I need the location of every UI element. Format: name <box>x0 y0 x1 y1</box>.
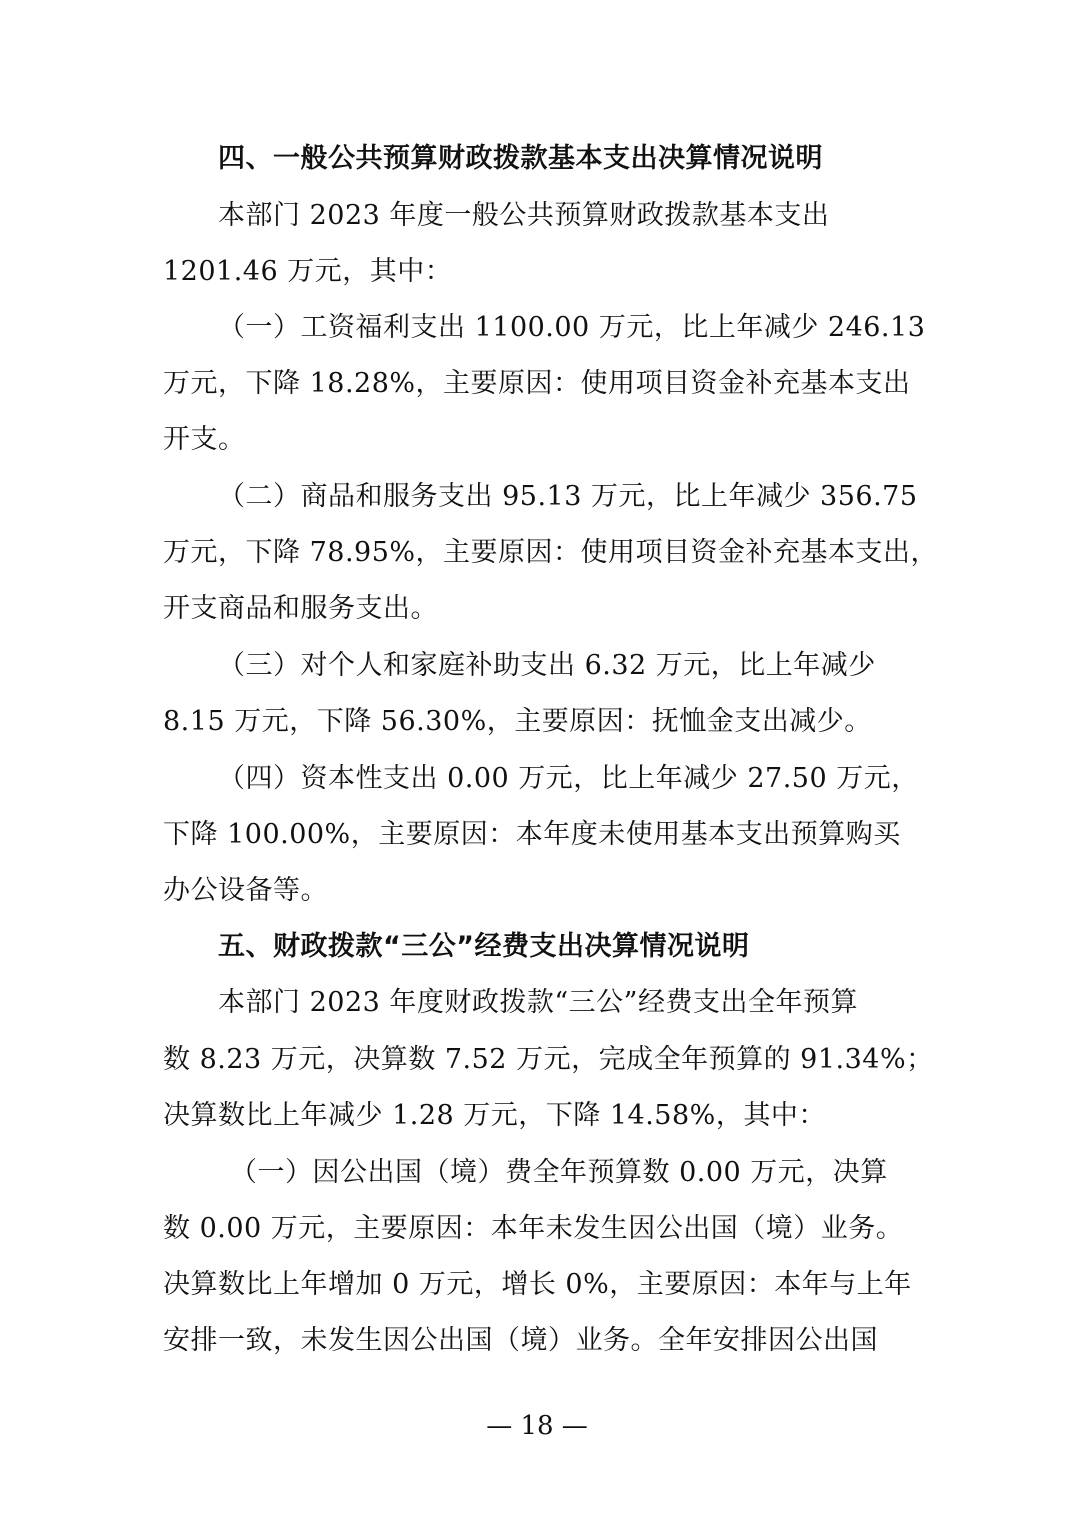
paragraph-line: （一）工资福利支出 1100.00 万元，比上年减少 246.13 <box>218 312 926 343</box>
paragraph-line: （二）商品和服务支出 95.13 万元，比上年减少 356.75 <box>218 481 918 512</box>
paragraph-line: 万元，下降 78.95%，主要原因：使用项目资金补充基本支出， <box>163 537 939 568</box>
paragraph-line: 决算数比上年减少 1.28 万元，下降 14.58%，其中： <box>163 1100 826 1131</box>
paragraph-line: 数 0.00 万元，主要原因：本年未发生因公出国（境）业务。 <box>163 1213 904 1244</box>
section-4-heading: 四、一般公共预算财政拨款基本支出决算情况说明 <box>218 143 823 174</box>
paragraph-line: 开支。 <box>163 424 246 455</box>
paragraph-line: 8.15 万元，下降 56.30%，主要原因：抚恤金支出减少。 <box>163 706 872 737</box>
paragraph-line: （三）对个人和家庭补助支出 6.32 万元，比上年减少 <box>218 650 876 681</box>
paragraph-line: 万元，下降 18.28%，主要原因：使用项目资金补充基本支出 <box>163 368 911 399</box>
paragraph-line: 本部门 2023 年度财政拨款“三公”经费支出全年预算 <box>218 987 858 1018</box>
paragraph-line: 安排一致，未发生因公出国（境）业务。全年安排因公出国 <box>163 1325 878 1356</box>
section-5-heading: 五、财政拨款“三公”经费支出决算情况说明 <box>218 931 750 962</box>
paragraph-line: 数 8.23 万元，决算数 7.52 万元，完成全年预算的 91.34%； <box>163 1044 934 1075</box>
paragraph-line: 1201.46 万元，其中： <box>163 256 453 287</box>
page-number: — 18 — <box>486 1411 588 1441</box>
paragraph-line: 下降 100.00%，主要原因：本年度未使用基本支出预算购买 <box>163 819 901 850</box>
paragraph-line: （一）因公出国（境）费全年预算数 0.00 万元，决算 <box>230 1157 888 1188</box>
paragraph-line: 本部门 2023 年度一般公共预算财政拨款基本支出 <box>218 200 830 231</box>
paragraph-line: 办公设备等。 <box>163 875 328 906</box>
paragraph-line: 开支商品和服务支出。 <box>163 593 438 624</box>
paragraph-line: 决算数比上年增加 0 万元，增长 0%，主要原因：本年与上年 <box>163 1269 912 1300</box>
paragraph-line: （四）资本性支出 0.00 万元，比上年减少 27.50 万元， <box>218 763 919 794</box>
